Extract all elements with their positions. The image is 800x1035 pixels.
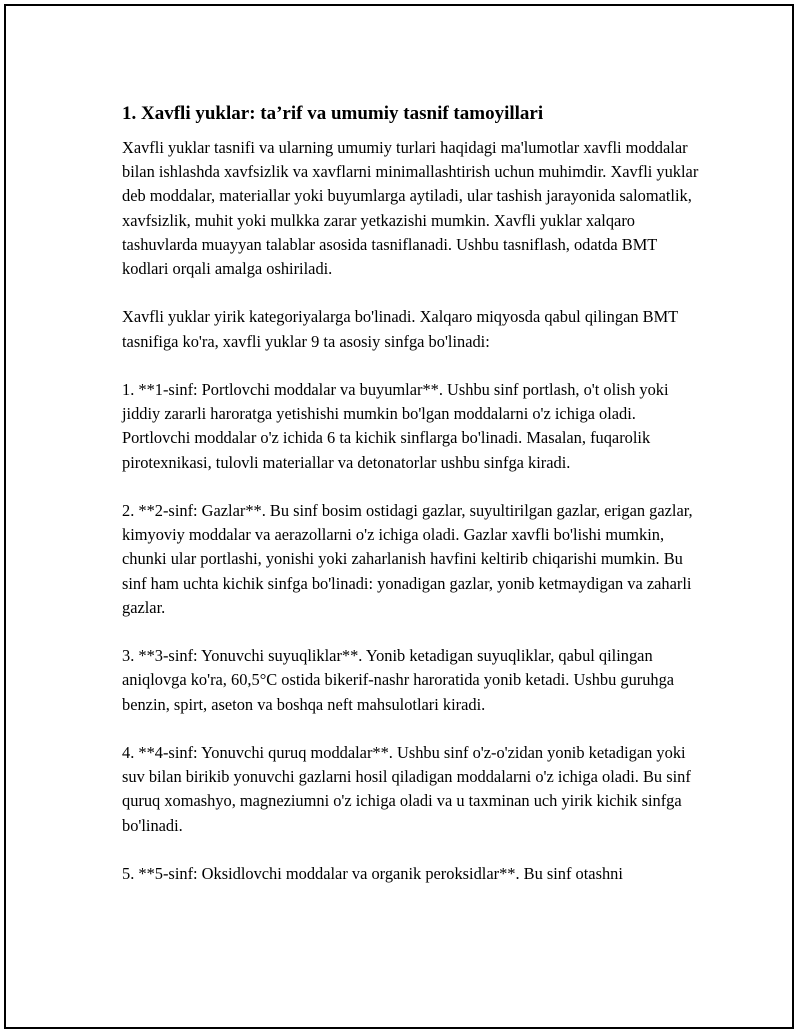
page-frame [4,4,794,1029]
document-body [122,102,702,910]
page-title: 1. Xavfli yuklar: ta’rif va umumiy tasnif tamoyillari [122,103,544,124]
class-3-paragraph: 3. **3-sinf: Yonuvchi suyuqliklar**. Yonib ketadigan suyuqliklar, qabul qilingan aniqlovga ko'ra, 60,5°C ostida bikerif-nashr haroratida yonib ketadi. Ushbu guruhga benzin, spirt, aseton va boshqa neft mahsulotlari kiradi. [122,646,675,714]
categories-paragraph: Xavfli yuklar yirik kategoriyalarga bo'linadi. Xalqaro miqyosda qabul qilingan BMT tasnifiga ko'ra, xavfli yuklar 9 ta asosiy sinfga bo'linadi: [122,307,678,351]
class-2-paragraph: 2. **2-sinf: Gazlar**. Bu sinf bosim ostidagi gazlar, suyultirilgan gazlar, erigan gazlar, kimyoviy moddalar va aerazollarni o'z ichiga oladi. Gazlar xavfli bo'lishi mumkin, chunki ular portlashi, yonishi yoki zaharlanish havfini keltirib chiqarishi mumkin. Bu sinf ham uchta kichik sinfga bo'linadi: yonadigan gazlar, yonib ketmaydigan va zaharli gazlar. [122,501,693,617]
class-1-paragraph: 1. **1-sinf: Portlovchi moddalar va buyumlar**. Ushbu sinf portlash, o't olish yoki jiddiy zararli haroratga yetishishi mumkin bo'lgan moddalarni o'z ichiga oladi. Portlovchi moddalar o'z ichida 6 ta kichik sinflarga bo'linadi. Masalan, fuqarolik pirotexnikasi, tulovli materiallar va detonatorlar ushbu sinfga kiradi. [122,380,669,472]
class-5-paragraph: 5. **5-sinf: Oksidlovchi moddalar va organik peroksidlar**. Bu sinf otashni [122,864,623,883]
intro-paragraph: Xavfli yuklar tasnifi va ularning umumiy turlari haqidagi ma'lumotlar xavfli moddalar bilan ishlashda xavfsizlik va xavflarni minimallashtirish uchun muhimdir. Xavfli yuklar deb moddalar, materiallar yoki buyumlarga aytiladi, ular tashish jarayonida salomatlik, xavfsizlik, muhit yoki mulkka zarar yetkazishi mumkin. Xavfli yuklar xalqaro tashuvlarda muayyan talablar asosida tasniflanadi. Ushbu tasniflash, odatda BMT kodlari orqali amalga oshiriladi. [122,138,699,279]
class-4-paragraph: 4. **4-sinf: Yonuvchi quruq moddalar**. Ushbu sinf o'z-o'zidan yonib ketadigan yoki suv bilan birikib yonuvchi gazlarni hosil qiladigan moddalarni o'z ichiga oladi. Bu sinf quruq xomashyo, magneziumni o'z ichiga oladi va u taxminan uch yirik kichik sinfga bo'linadi. [122,743,691,835]
